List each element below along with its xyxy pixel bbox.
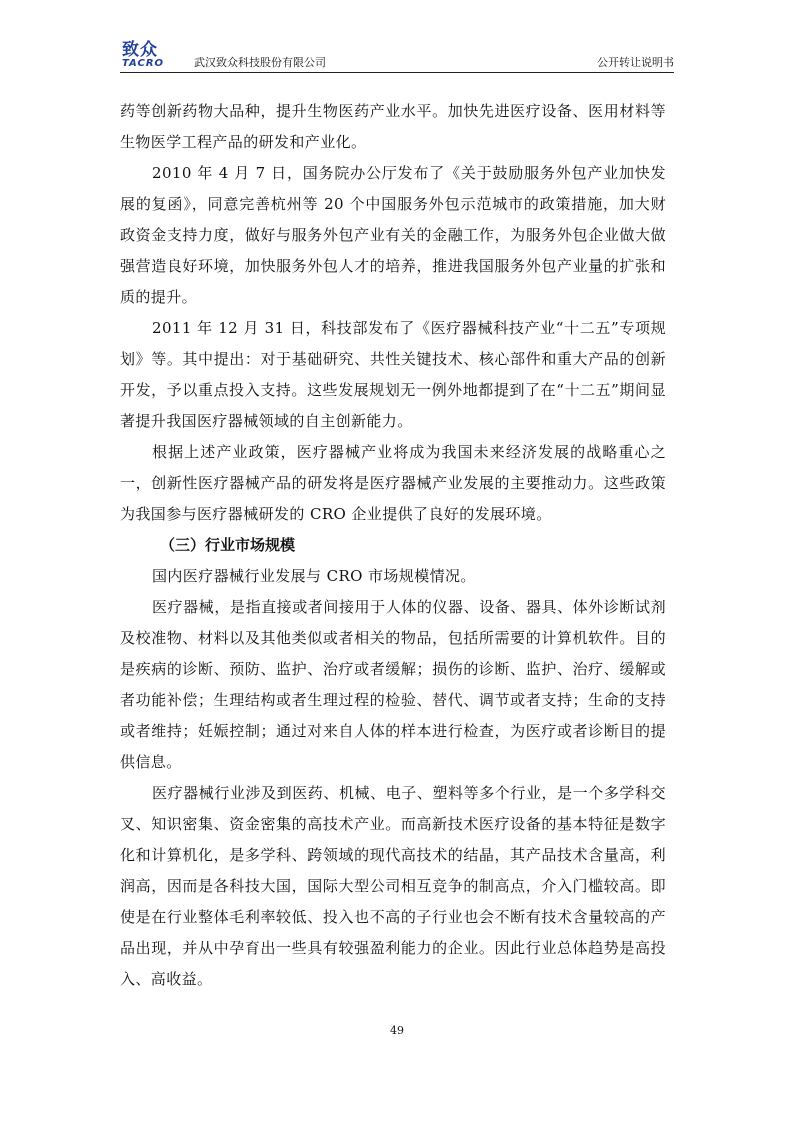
- paragraph: 根据上述产业政策，医疗器械产业将成为我国未来经济发展的战略重心之一，创新性医疗器械产品的研发将是医疗器械产业发展的主要推动力。这些政策为我国参与医疗器械研发的 CRO 企业提供了良好的发展环境。: [120, 443, 666, 523]
- company-name: 武汉致众科技股份有限公司: [194, 56, 326, 69]
- section-heading: （三）行业市场规模: [160, 536, 296, 554]
- document-body: [120, 96, 666, 995]
- page-header: [120, 40, 674, 73]
- page-number: 49: [390, 1024, 404, 1037]
- paragraph: 医疗器械，是指直接或者间接用于人体的仪器、设备、器具、体外诊断试剂及校准物、材料以及其他类似或者相关的物品，包括所需要的计算机软件。目的是疾病的诊断、预防、监护、治疗或者缓解；损伤的诊断、监护、治疗、缓解或者功能补偿；生理结构或者生理过程的检验、替代、调节或者支持；生命的支持或者维持；妊娠控制；通过对来自人体的样本进行检查，为医疗或者诊断目的提供信息。: [120, 598, 666, 771]
- document-type: 公开转让说明书: [597, 56, 674, 69]
- company-logo: [122, 42, 186, 70]
- paragraph: 国内医疗器械行业发展与 CRO 市场规模情况。: [152, 567, 476, 585]
- logo-subtext: TACRO: [122, 58, 165, 69]
- paragraph: 2010 年 4 月 7 日，国务院办公厅发布了《关于鼓励服务外包产业加快发展的复函》，同意完善杭州等 20 个中国服务外包示范城市的政策措施，加大财政资金支持力度，做好与服务外包产业有关的金融工作，为服务外包企业做大做强营造良好环境，加快服务外包人才的培养，推进我国服务外包产业量的扩张和质的提升。: [120, 164, 666, 306]
- paragraph-continuation: 药等创新药物大品种，提升生物医药产业水平。加快先进医疗设备、医用材料等生物医学工程产品的研发和产业化。: [120, 102, 666, 151]
- logo-mark: 致众: [122, 40, 158, 60]
- paragraph: 医疗器械行业涉及到医药、机械、电子、塑料等多个行业，是一个多学科交叉、知识密集、资金密集的高技术产业。而高新技术医疗设备的基本特征是数字化和计算机化，是多学科、跨领域的现代高技术的结晶，其产品技术含量高，利润高，因而是各科技大国，国际大型公司相互竞争的制高点，介入门槛较高。即使是在行业整体毛利率较低、投入也不高的子行业也会不断有技术含量较高的产品出现，并从中孕育出一些具有较强盈利能力的企业。因此行业总体趋势是高投入、高收益。: [120, 784, 666, 988]
- paragraph: 2011 年 12 月 31 日，科技部发布了《医疗器械科技产业“十二五”专项规划》等。其中提出：对于基础研究、共性关键技术、核心部件和重大产品的创新开发，予以重点投入支持。这些发展规划无一例外地都提到了在“十二五”期间显著提升我国医疗器械领域的自主创新能力。: [120, 319, 666, 430]
